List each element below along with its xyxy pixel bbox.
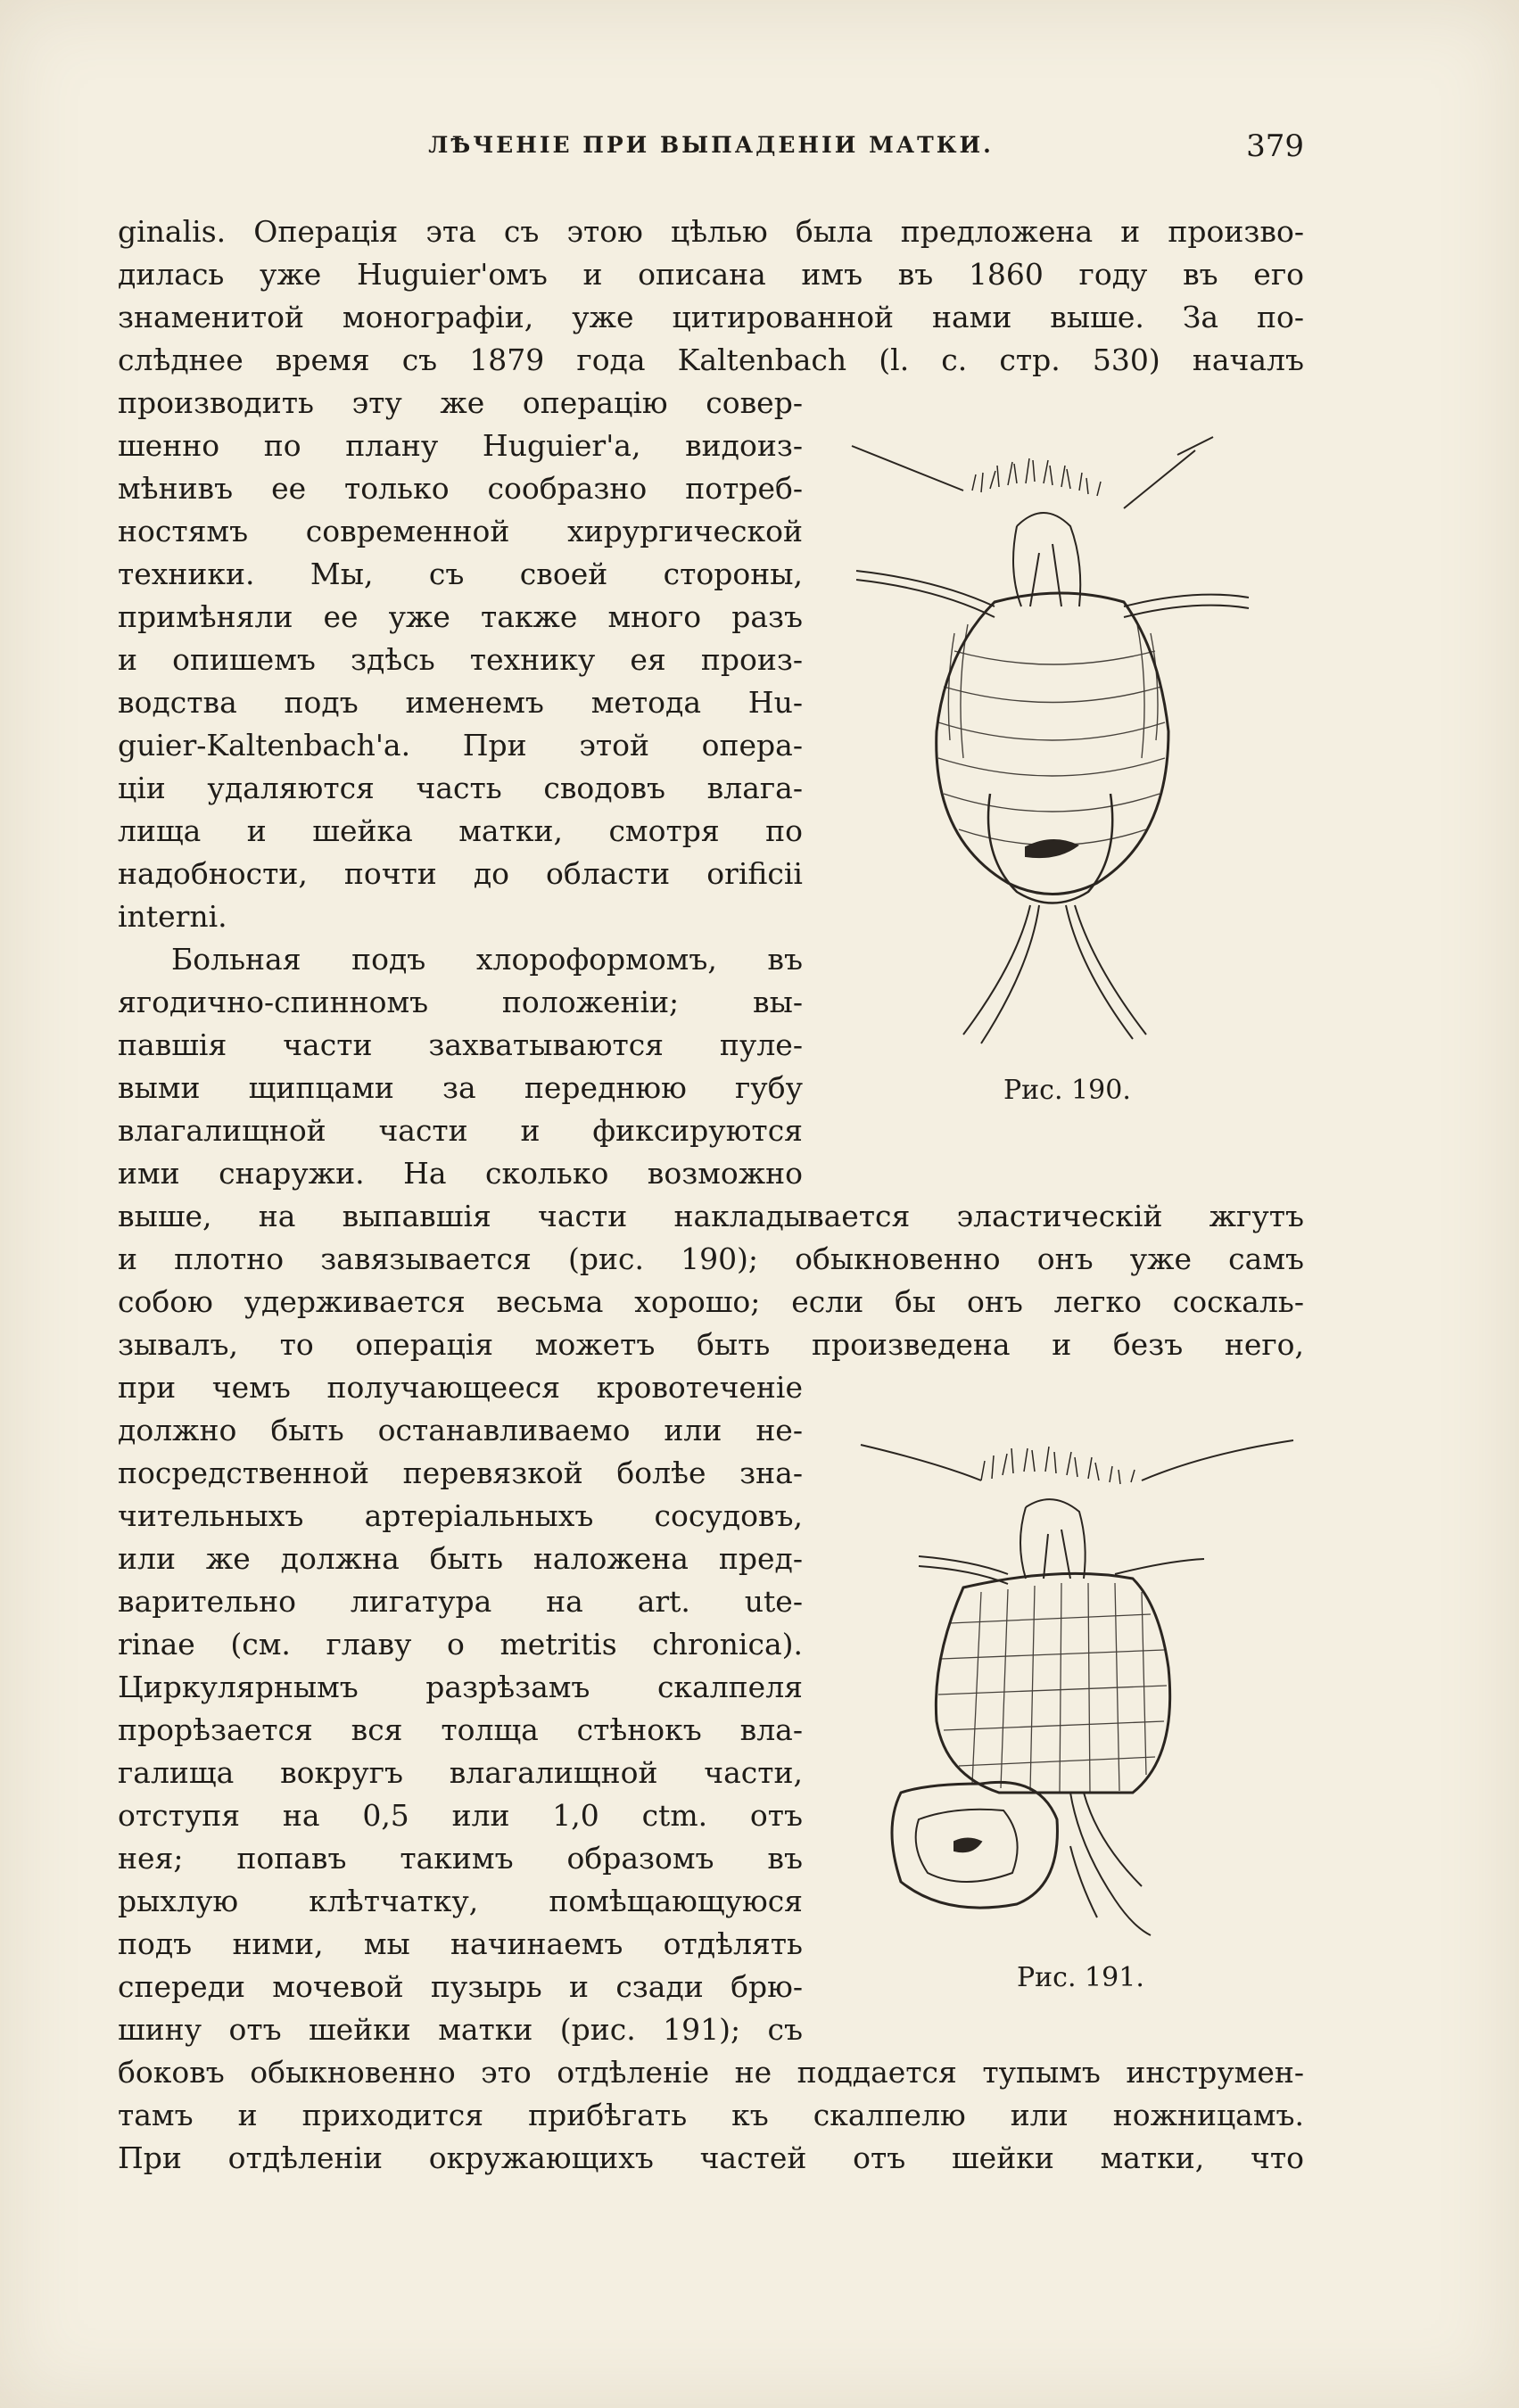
text-line: водства подъ именемъ метода Hu- [118, 685, 803, 720]
text-line: знаменитой монографіи, уже цитированной нами выше. За по- [118, 300, 1304, 334]
text-line: павшія части захватываются пуле- [118, 1027, 803, 1062]
text-line: ими снаружи. На сколько возможно [118, 1156, 803, 1191]
text-line: нея; попавъ такимъ образомъ въ [118, 1841, 803, 1876]
text-line: и плотно завязывается (рис. 190); обыкновенно онъ уже самъ [118, 1241, 1304, 1276]
text-line: шенно по плану Huguier'a, видоиз- [118, 428, 803, 463]
text-line: влагалищной части и фиксируются [118, 1113, 803, 1148]
figure-191-caption: Рис. 191. [1017, 1962, 1144, 1993]
page-header [118, 128, 1304, 168]
text-line: техники. Мы, съ своей стороны, [118, 557, 803, 591]
text-line: выше, на выпавшія части накладывается эластическій жгутъ [118, 1199, 1304, 1233]
text-line: мѣнивъ ее только сообразно потреб- [118, 471, 803, 506]
paragraph-2-narrow [118, 1366, 803, 2051]
text-line: производить эту же операцію совер- [118, 385, 803, 420]
text-line: лища и шейка матки, смотря по [118, 813, 803, 848]
running-title: ЛѢЧЕНІЕ ПРИ ВЫПАДЕНІИ МАТКИ. [428, 132, 994, 158]
paragraph-2-full [118, 1195, 1304, 1366]
text-line: rinae (см. главу о metritis chronica). [118, 1627, 803, 1662]
text-line: галища вокругъ влагалищной части, [118, 1755, 803, 1790]
text-line: должно быть останавливаемо или не- [118, 1413, 803, 1447]
text-line: ностямъ современной хирургической [118, 514, 803, 548]
paragraph-2-full-b [118, 2051, 1304, 2180]
text-line: надобности, почти до области orificii [118, 856, 803, 891]
text-line: посредственной перевязкой болѣе зна- [118, 1456, 803, 1490]
text-line: боковъ обыкновенно это отдѣленіе не поддается тупымъ инструмен- [118, 2055, 1304, 2090]
text-line: При отдѣленіи окружающихъ частей отъ шейки матки, что [118, 2140, 1304, 2175]
text-line: прорѣзается вся толща стѣнокъ вла- [118, 1712, 803, 1747]
figure-190-illustration [838, 419, 1302, 1079]
text-line: слѣднее время съ 1879 года Kaltenbach (l. c. стр. 530) началъ [118, 342, 1304, 377]
text-line: ginalis. Операція эта съ этою цѣлью была предложена и произво- [118, 214, 1304, 249]
text-line: выми щипцами за переднюю губу [118, 1070, 803, 1105]
text-line: при чемъ получающееся кровотеченіе [118, 1370, 803, 1405]
text-line: отступя на 0,5 или 1,0 ctm. отъ [118, 1798, 803, 1833]
text-line: guier-Kaltenbach'a. При этой опера- [118, 728, 803, 763]
text-line: тамъ и приходится прибѣгать къ скалпелю или ножницамъ. [118, 2098, 1304, 2132]
text-line: шину отъ шейки матки (рис. 191); съ [118, 2012, 803, 2047]
text-line: или же должна быть наложена пред- [118, 1541, 803, 1576]
text-line: чительныхъ артеріальныхъ сосудовъ, [118, 1498, 803, 1533]
text-line: Циркулярнымъ разрѣзамъ скалпеля [118, 1670, 803, 1704]
text-line: ціи удаляются часть сводовъ влага- [118, 771, 803, 805]
paragraph-1-narrow [118, 382, 803, 1195]
text-line: рыхлую клѣтчатку, помѣщающуюся [118, 1884, 803, 1918]
text-line: примѣняли ее уже также много разъ [118, 599, 803, 634]
page-number: 379 [1246, 128, 1304, 164]
text-line: варительно лигатура на art. ute- [118, 1584, 803, 1619]
text-line: дилась уже Huguier'омъ и описана имъ въ 1860 году въ его [118, 257, 1304, 292]
text-line: зывалъ, то операція можетъ быть произведена и безъ него, [118, 1327, 1304, 1362]
text-line: и опишемъ здѣсь технику ея произ- [118, 642, 803, 677]
text-line: собою удерживается весьма хорошо; если бы онъ легко соскаль- [118, 1284, 1304, 1319]
paragraph-1-full [118, 210, 1304, 382]
text-line: Больная подъ хлороформомъ, въ [171, 942, 803, 977]
text-line: interni. [118, 899, 227, 934]
figure-190-caption: Рис. 190. [1003, 1075, 1131, 1106]
figure-191-illustration [847, 1400, 1302, 1971]
text-line: спереди мочевой пузырь и сзади брю- [118, 1969, 803, 2004]
text-line: ягодично-спинномъ положеніи; вы- [118, 985, 803, 1019]
text-line: подъ ними, мы начинаемъ отдѣлять [118, 1926, 803, 1961]
